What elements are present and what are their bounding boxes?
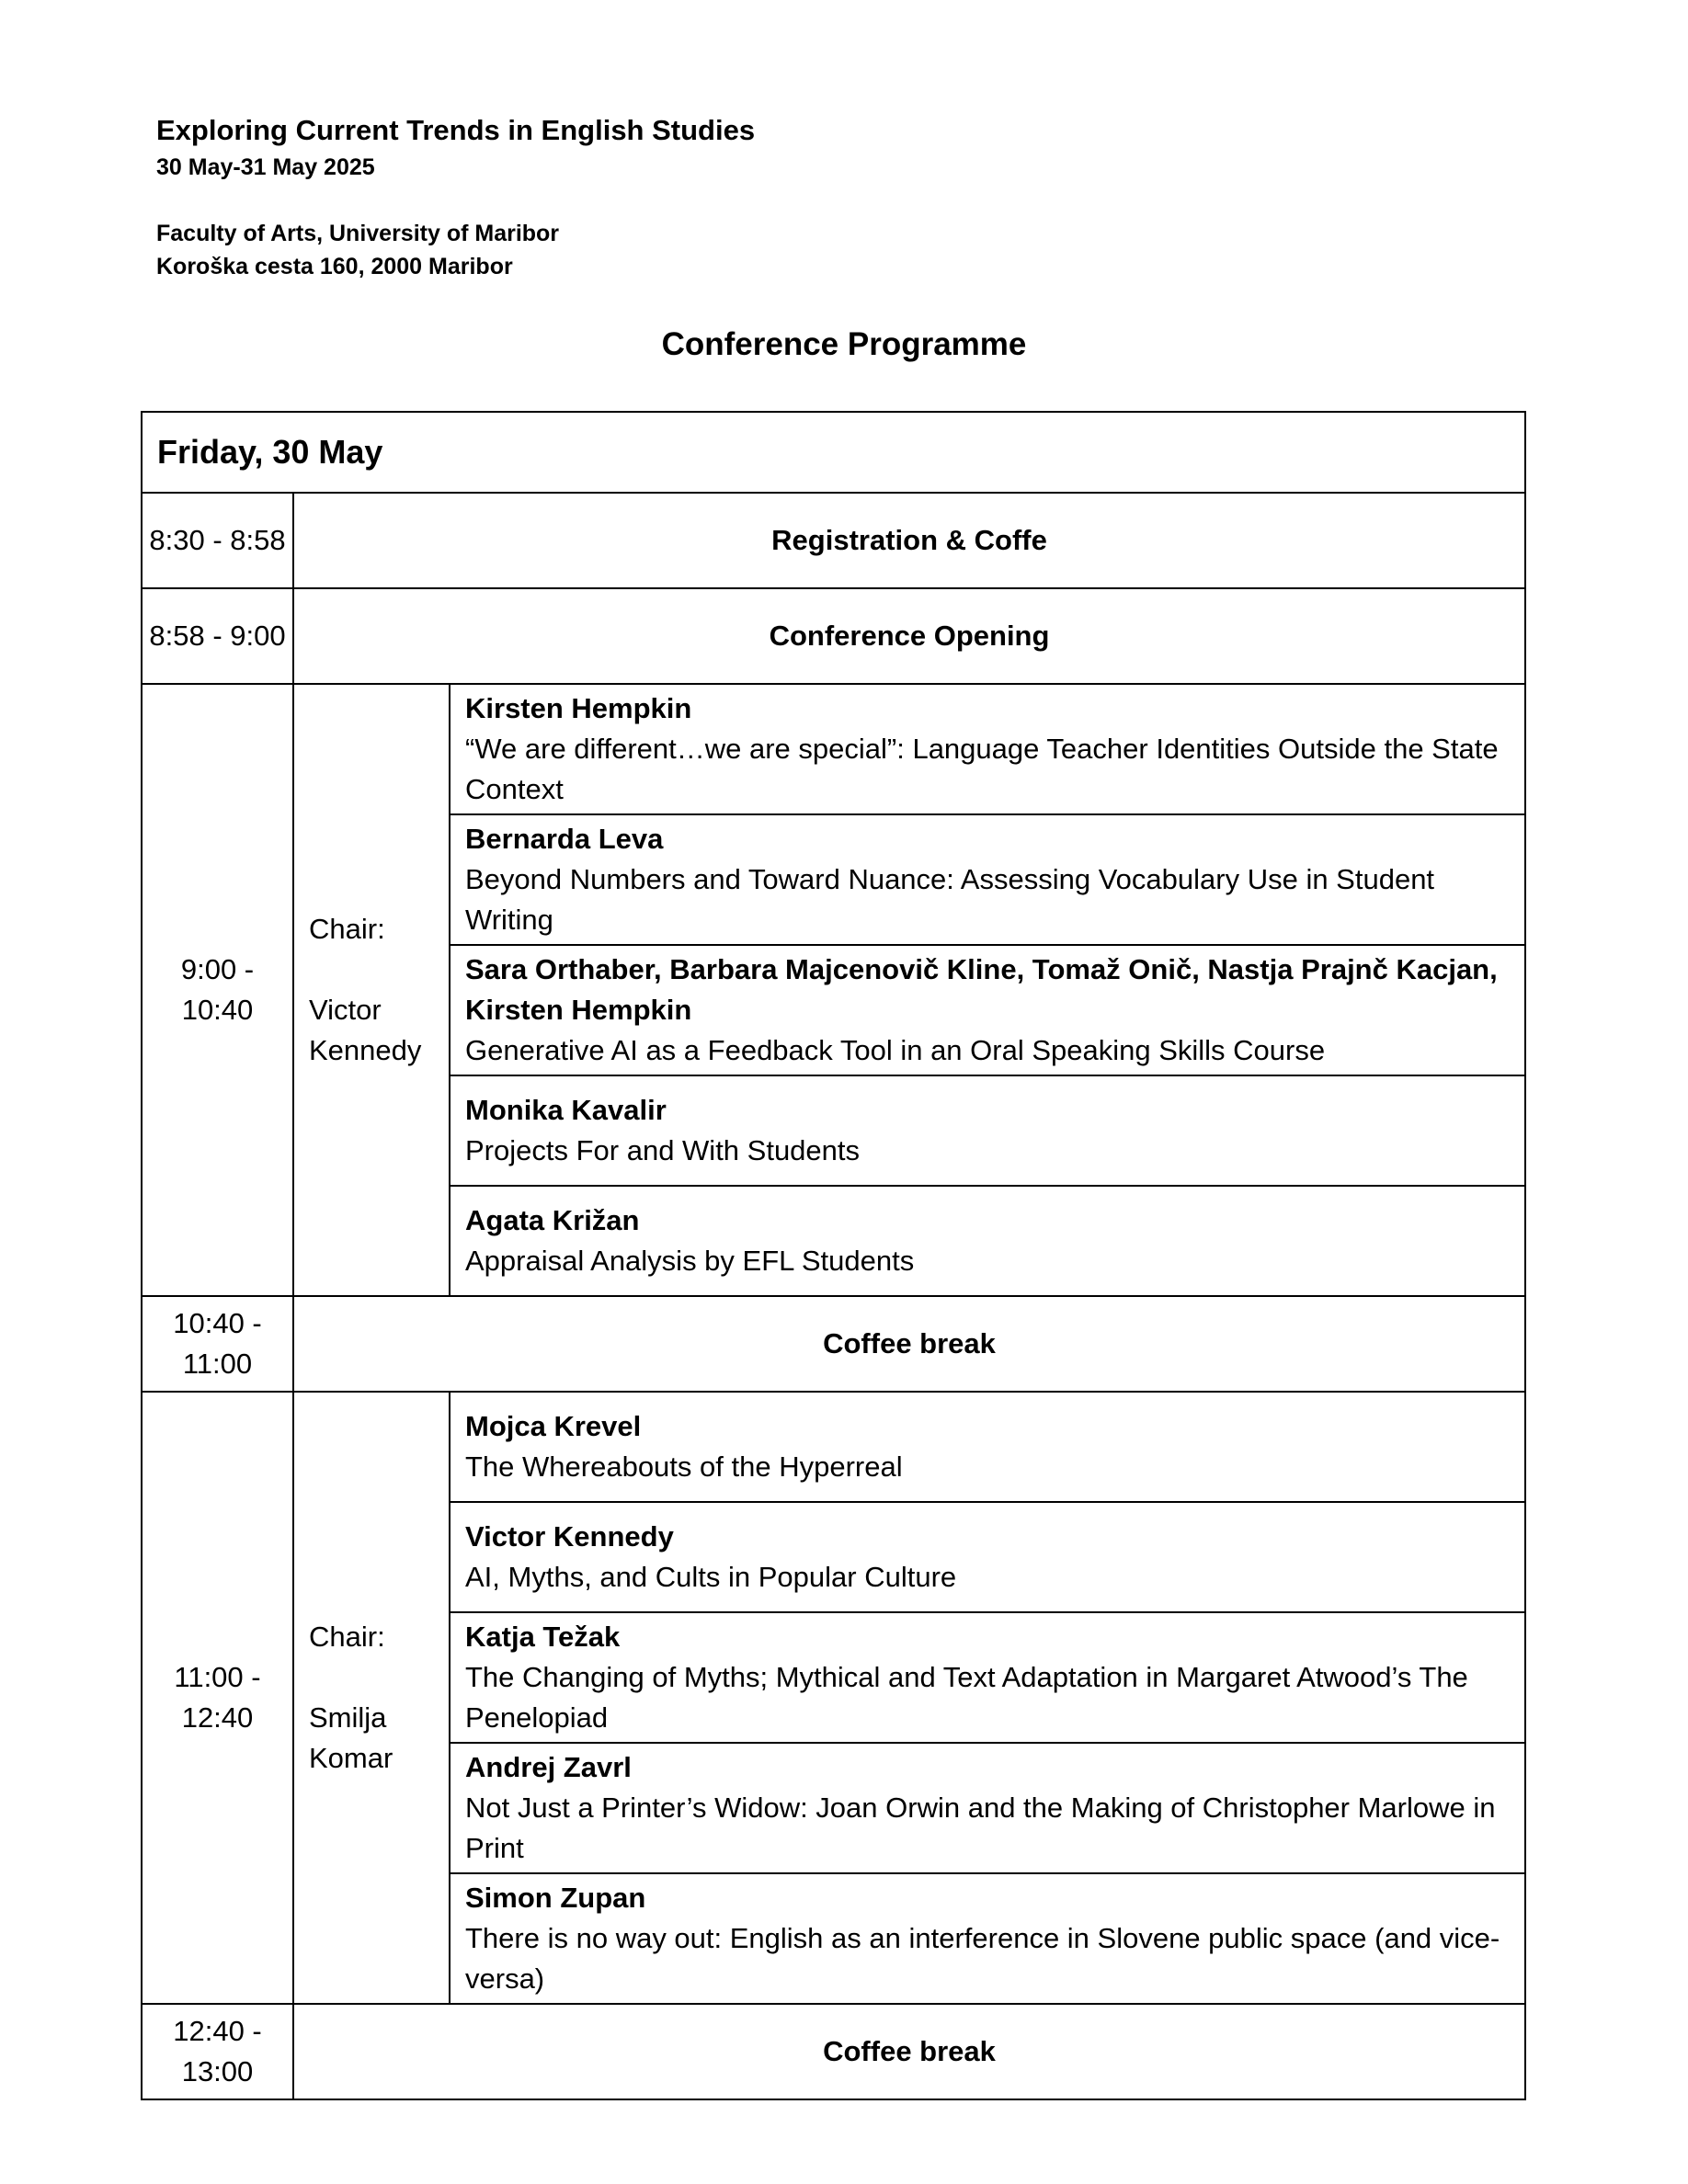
conference-name: Exploring Current Trends in English Studies (156, 114, 756, 146)
talk-author: Victor Kennedy (465, 1520, 674, 1553)
day-heading: Friday, 30 May (142, 412, 1525, 493)
session-1-time: 9:00 - 10:40 (142, 684, 293, 1296)
talk-title: Beyond Numbers and Toward Nuance: Assessing Vocabulary Use in Student Writing (465, 863, 1435, 936)
talk-author: Kirsten Hempkin (465, 692, 692, 724)
chair-name: Smilja Komar (309, 1701, 393, 1774)
break-row (142, 1296, 1525, 1392)
talk-cell (450, 1873, 1525, 2004)
programme-table (141, 411, 1526, 2100)
talk-author: Sara Orthaber, Barbara Majcenovič Kline, Tomaž Onič, Nastja Prajnč Kacjan, Kirsten Hempkin (465, 953, 1498, 1026)
talk-author: Agata Križan (465, 1204, 640, 1236)
talk-author: Mojca Krevel (465, 1410, 642, 1442)
session-1-chair (293, 684, 450, 1296)
opening-label: Conference Opening (293, 588, 1525, 684)
talk-cell (450, 1075, 1525, 1186)
talk-title: Projects For and With Students (465, 1134, 861, 1166)
talk-title: Not Just a Printer’s Widow: Joan Orwin and the Making of Christopher Marlowe in Print (465, 1792, 1496, 1864)
talk-cell (450, 1392, 1525, 1502)
talk-title: Generative AI as a Feedback Tool in an Oral Speaking Skills Course (465, 1034, 1326, 1066)
talk-author: Andrej Zavrl (465, 1751, 632, 1783)
talk-cell (450, 1612, 1525, 1743)
venue-line-2: Koroška cesta 160, 2000 Maribor (156, 254, 513, 279)
talk-title: “We are different…we are special”: Language Teacher Identities Outside the State Context (465, 733, 1499, 805)
conference-dates: 30 May-31 May 2025 (156, 154, 375, 180)
talk-title: There is no way out: English as an interference in Slovene public space (and vice-versa) (465, 1922, 1500, 1995)
time-cell: 10:40 - 11:00 (142, 1296, 293, 1392)
chair-label: Chair: (309, 1621, 385, 1653)
talk-cell (450, 945, 1525, 1075)
registration-label: Registration & Coffe (293, 493, 1525, 588)
talk-title: The Changing of Myths; Mythical and Text Adaptation in Margaret Atwood’s The Penelopiad (465, 1661, 1468, 1734)
time-cell: 8:30 - 8:58 (142, 493, 293, 588)
talk-author: Monika Kavalir (465, 1094, 667, 1126)
talk-title: Appraisal Analysis by EFL Students (465, 1245, 915, 1277)
talk-cell (450, 814, 1525, 945)
break-label: Coffee break (293, 2004, 1525, 2099)
opening-row (142, 588, 1525, 684)
break-label: Coffee break (293, 1296, 1525, 1392)
session-2-chair (293, 1392, 450, 2004)
time-cell: 8:58 - 9:00 (142, 588, 293, 684)
talk-cell (450, 684, 1525, 814)
talk-author: Katja Težak (465, 1621, 621, 1653)
break-row (142, 2004, 1525, 2099)
venue-line-1: Faculty of Arts, University of Maribor (156, 221, 560, 246)
chair-label: Chair: (309, 913, 385, 945)
talk-cell (450, 1502, 1525, 1612)
page-title: Conference Programme (661, 326, 1027, 362)
document-header (156, 110, 755, 283)
table-row (142, 1392, 1525, 1502)
day-row (142, 412, 1525, 493)
talk-author: Simon Zupan (465, 1882, 646, 1914)
chair-name: Victor Kennedy (309, 994, 422, 1066)
session-2-time: 11:00 - 12:40 (142, 1392, 293, 2004)
talk-title: AI, Myths, and Cults in Popular Culture (465, 1561, 957, 1593)
talk-cell (450, 1186, 1525, 1296)
talk-author: Bernarda Leva (465, 823, 664, 855)
registration-row (142, 493, 1525, 588)
table-row (142, 684, 1525, 814)
talk-title: The Whereabouts of the Hyperreal (465, 1450, 903, 1483)
talk-cell (450, 1743, 1525, 1873)
time-cell: 12:40 - 13:00 (142, 2004, 293, 2099)
